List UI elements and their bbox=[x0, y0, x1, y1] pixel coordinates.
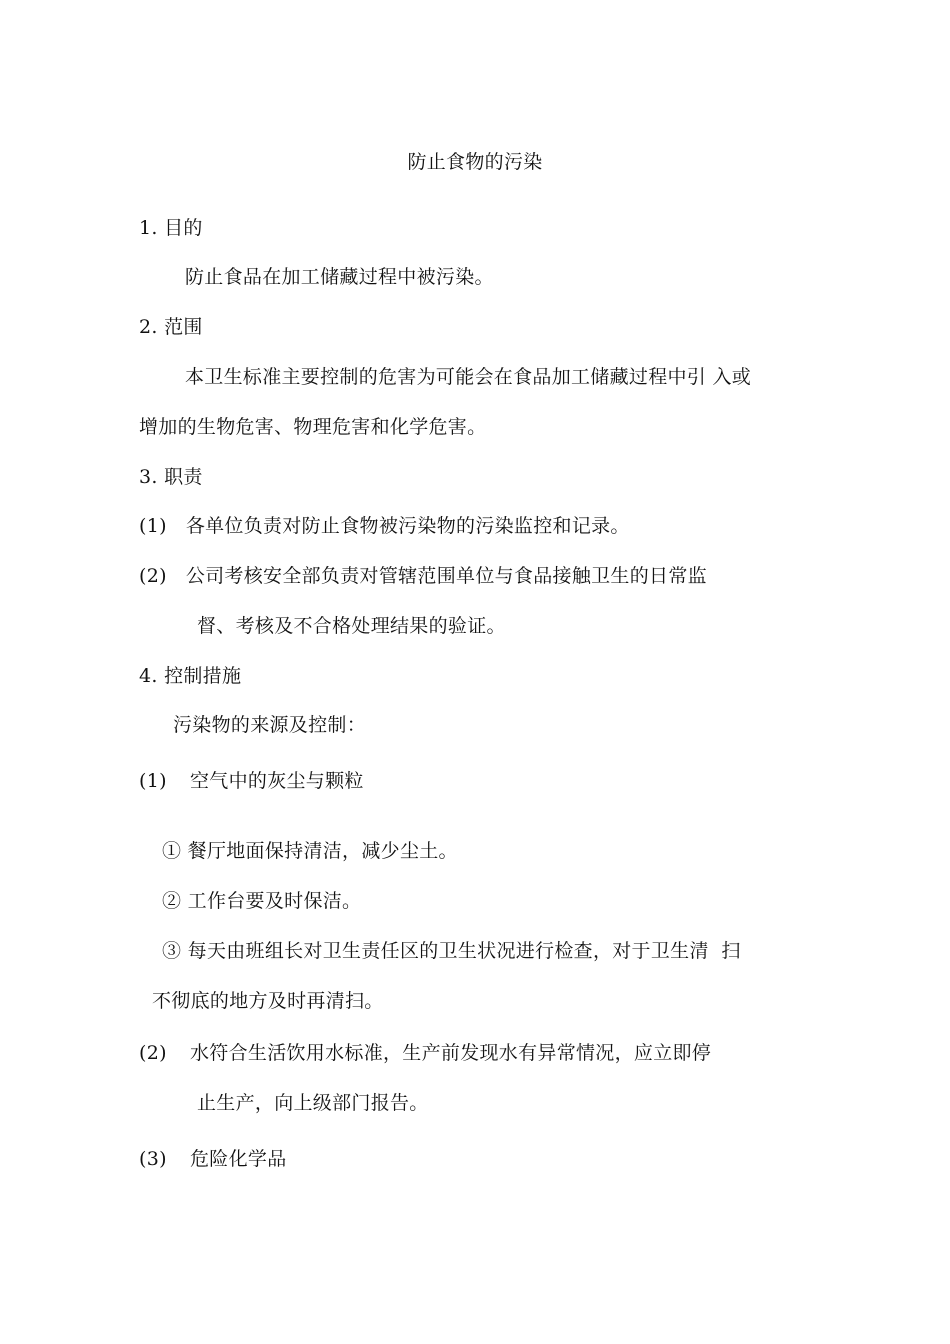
section-4-item-1-text: 空气中的灰尘与颗粒 bbox=[190, 770, 364, 792]
section-4-item-1-sub-3-line-2: 不彻底的地方及时再清扫。 bbox=[152, 990, 384, 1012]
section-3-heading: 3. 职责 bbox=[139, 466, 203, 488]
document-title: 防止食物的污染 bbox=[407, 151, 543, 173]
section-3-item-2-line-2: 督、考核及不合格处理结果的验证。 bbox=[197, 615, 506, 637]
section-4-heading: 4. 控制措施 bbox=[139, 665, 242, 687]
section-4-item-1-sub-2: ② 工作台要及时保洁。 bbox=[162, 890, 362, 912]
section-1-heading: 1. 目的 bbox=[139, 217, 203, 239]
section-4-item-3-text: 危险化学品 bbox=[190, 1148, 287, 1170]
section-2-text-line-2: 增加的生物危害、物理危害和化学危害。 bbox=[139, 416, 487, 438]
section-3-item-2-line-1: (2) 公司考核安全部负责对管辖范围单位与食品接触卫生的日常监 bbox=[139, 565, 707, 587]
section-2-heading: 2. 范围 bbox=[139, 316, 203, 338]
section-4-item-2-text-line-2: 止生产，向上级部门报告。 bbox=[197, 1092, 429, 1114]
section-1-text: 防止食品在加工储藏过程中被污染。 bbox=[185, 266, 494, 288]
section-3-item-1: (1) 各单位负责对防止食物被污染物的污染监控和记录。 bbox=[139, 515, 630, 537]
section-4-item-1-sub-1: ① 餐厅地面保持清洁，减少尘土。 bbox=[162, 840, 458, 862]
section-4-item-1-sub-3-line-1: ③ 每天由班组长对卫生责任区的卫生状况进行检查，对于卫生清 扫 bbox=[162, 940, 741, 962]
section-4-item-2-text-line-1: 水符合生活饮用水标准，生产前发现水有异常情况，应立即停 bbox=[190, 1042, 712, 1064]
section-2-text-line-1: 本卫生标准主要控制的危害为可能会在食品加工储藏过程中引 入或 bbox=[185, 366, 752, 388]
section-4-intro: 污染物的来源及控制： bbox=[173, 714, 367, 736]
section-4-item-3-label: (3) bbox=[139, 1148, 167, 1170]
section-4-item-2-label: (2) bbox=[139, 1042, 167, 1064]
section-4-item-1-label: (1) bbox=[139, 770, 167, 792]
